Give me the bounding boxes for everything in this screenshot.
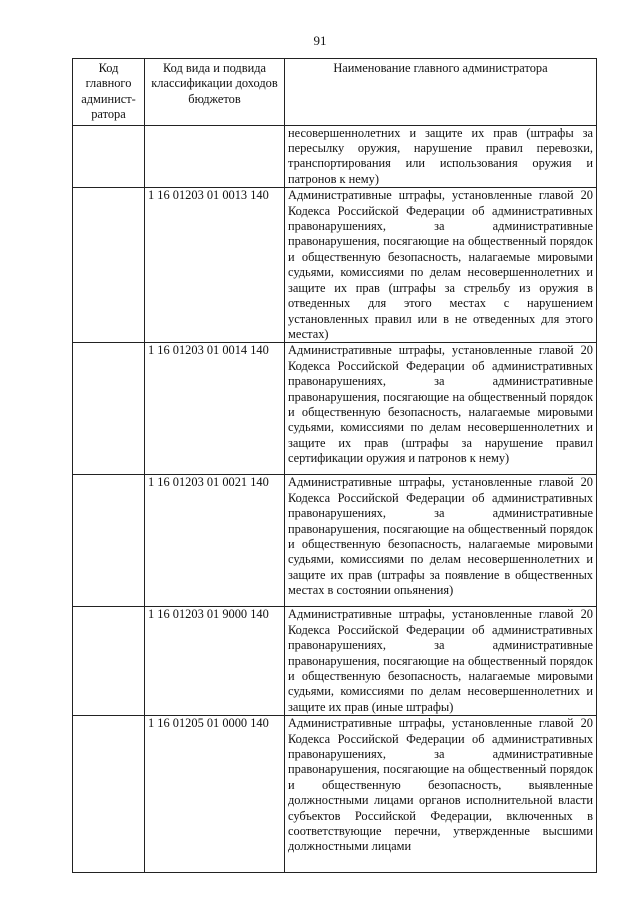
table-row — [73, 188, 597, 343]
admin-code-cell — [73, 343, 145, 475]
header-admin-name: Наименование главного администратора — [285, 59, 597, 126]
header-income-code: Код вида и подвида классификации доходов бюджетов — [145, 59, 285, 126]
income-code-cell: 1 16 01205 01 0000 140 — [145, 716, 285, 873]
income-code-cell: 1 16 01203 01 0021 140 — [145, 475, 285, 607]
table-row — [73, 343, 597, 475]
income-code-cell — [145, 125, 285, 188]
table-row — [73, 475, 597, 607]
income-code-cell: 1 16 01203 01 0013 140 — [145, 188, 285, 343]
admin-name-cell: Административные штрафы, установленные главой 20 Кодекса Российской Федерации об административных правонарушениях, за административные правонарушения, посягающие на общественный порядок и общественную безопасность, выявленные должностными лицами органов исполнительной власти субъектов Российской Федерации, включенных в соответствующие перечни, утвержденные высшими должностными лицами — [285, 716, 597, 873]
admin-code-cell — [73, 475, 145, 607]
header-admin-code: Код главного админист-ратора — [73, 59, 145, 126]
admin-name-cell: несовершеннолетних и защите их прав (штрафы за пересылку оружия, нарушение правил перевозки, транспортирования или использования оружия и патронов к нему) — [285, 125, 597, 188]
admin-name-cell: Административные штрафы, установленные главой 20 Кодекса Российской Федерации об административных правонарушениях, за административные правонарушения, посягающие на общественный порядок и общественную безопасность, налагаемые мировыми судьями, комиссиями по делам несовершеннолетних и защите их прав (штрафы за стрельбу из оружия в отведенных для этого местах с нарушением установленных правил или в не отведенных для этого местах) — [285, 188, 597, 343]
admin-name-cell: Административные штрафы, установленные главой 20 Кодекса Российской Федерации об административных правонарушениях, за административные правонарушения, посягающие на общественный порядок и общественную безопасность, налагаемые мировыми судьями, комиссиями по делам несовершеннолетних и защите их прав (штрафы за нарушение правил сертификации оружия и патронов к нему) — [285, 343, 597, 475]
admin-code-cell — [73, 607, 145, 716]
income-code-cell: 1 16 01203 01 9000 140 — [145, 607, 285, 716]
admin-code-cell — [73, 125, 145, 188]
budget-income-table — [72, 58, 597, 873]
admin-name-cell: Административные штрафы, установленные главой 20 Кодекса Российской Федерации об административных правонарушениях, за административные правонарушения, посягающие на общественный порядок и общественную безопасность, налагаемые мировыми судьями, комиссиями по делам несовершеннолетних и защите их прав (иные штрафы) — [285, 607, 597, 716]
table-row — [73, 125, 597, 188]
admin-name-cell: Административные штрафы, установленные главой 20 Кодекса Российской Федерации об административных правонарушениях, за административные правонарушения, посягающие на общественный порядок и общественную безопасность, налагаемые мировыми судьями, комиссиями по делам несовершеннолетних и защите их прав (штрафы за появление в общественных местах в состоянии опьянения) — [285, 475, 597, 607]
income-code-cell: 1 16 01203 01 0014 140 — [145, 343, 285, 475]
admin-code-cell — [73, 188, 145, 343]
table-row — [73, 607, 597, 716]
table-row — [73, 716, 597, 873]
page-number: 91 — [313, 33, 327, 48]
table-header-row — [73, 59, 597, 126]
admin-code-cell — [73, 716, 145, 873]
